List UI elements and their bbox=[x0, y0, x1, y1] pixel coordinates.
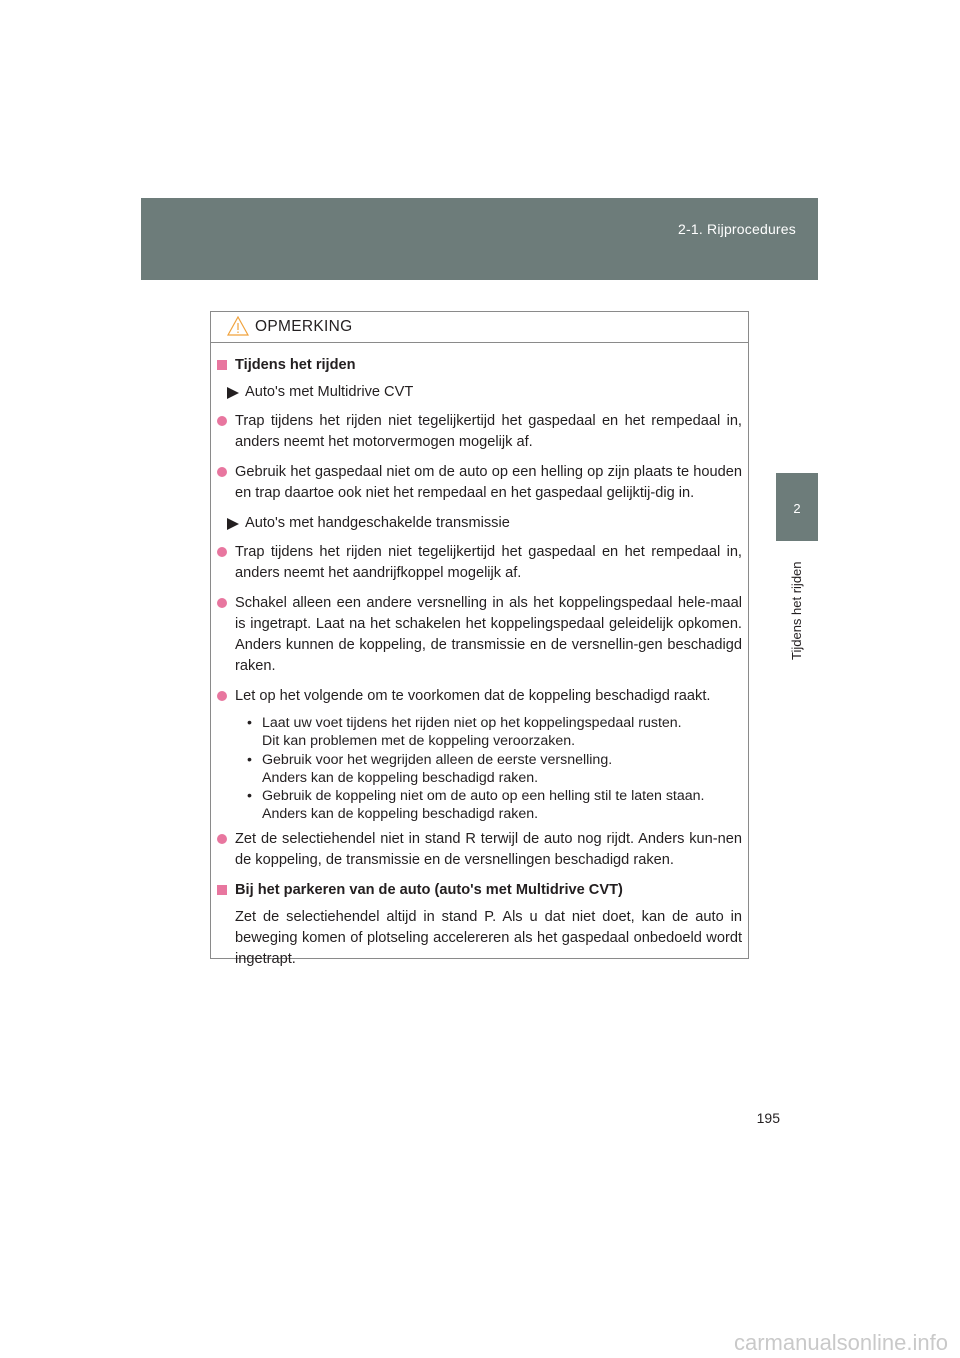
list-item bbox=[217, 462, 742, 504]
sub-bullet bbox=[217, 714, 742, 751]
subheading bbox=[217, 382, 742, 403]
paragraph: Zet de selectiehendel altijd in stand P. Als u dat niet doet, kan de auto in beweging komen of plotseling accelereren als het gaspedaal onbedoeld wordt ingetrapt. bbox=[235, 908, 742, 967]
circle-bullet-icon bbox=[217, 416, 227, 426]
sub-bullet-text: Gebruik voor het wegrijden alleen de eerste versnelling. bbox=[262, 751, 613, 768]
chapter-tab bbox=[776, 473, 818, 541]
list-item bbox=[217, 829, 742, 871]
chapter-number: 2 bbox=[793, 501, 801, 516]
header-band bbox=[141, 198, 818, 280]
list-item-text: Zet de selectiehendel niet in stand R terwijl de auto nog rijdt. Anders kun-nen de koppeling, de transmissie en de versnellingen beschadigd raken. bbox=[235, 830, 742, 868]
section-title: 2-1. Rijprocedures bbox=[678, 221, 796, 237]
list-item-text: Gebruik het gaspedaal niet om de auto op een helling op zijn plaats te houden en trap daartoe ook niet het rempedaal en het gaspedaal gelijktij-dig in. bbox=[235, 464, 742, 501]
notice-title: OPMERKING bbox=[255, 318, 353, 335]
list-item bbox=[217, 542, 742, 584]
circle-bullet-icon bbox=[217, 691, 227, 701]
notice-box bbox=[210, 311, 749, 967]
circle-bullet-icon bbox=[217, 598, 227, 608]
warning-triangle-icon bbox=[227, 316, 249, 336]
notice-header bbox=[211, 312, 748, 343]
list-item-text: Trap tijdens het rijden niet tegelijkertijd het gaspedaal en het rempedaal in, anders neemt het aandrijfkoppel mogelijk af. bbox=[235, 544, 742, 581]
list-item bbox=[217, 411, 742, 453]
sub-bullet-text: Gebruik de koppeling niet om de auto op een helling stil te laten staan. bbox=[262, 788, 705, 805]
sub-bullet-note: Dit kan problemen met de koppeling veroorzaken. bbox=[262, 733, 576, 750]
list-item-text: Trap tijdens het rijden niet tegelijkertijd het gaspedaal en het rempedaal in, anders neemt het motorvermogen mogelijk af. bbox=[235, 413, 742, 450]
sub-bullet-list bbox=[217, 714, 742, 824]
section-heading-text: Bij het parkeren van de auto (auto's met Multidrive CVT) bbox=[235, 881, 623, 898]
list-item-text: Let op het volgende om te voorkomen dat de koppeling beschadigd raakt. bbox=[235, 688, 711, 704]
triangle-pointer-icon bbox=[227, 518, 239, 530]
list-item bbox=[217, 593, 742, 677]
circle-bullet-icon bbox=[217, 467, 227, 477]
section-heading bbox=[217, 355, 742, 376]
circle-bullet-icon bbox=[217, 834, 227, 844]
sub-bullet-text: Laat uw voet tijdens het rijden niet op het koppelingspedaal rusten. bbox=[262, 715, 682, 731]
bullet-dot: • bbox=[247, 788, 252, 805]
section-heading-text: Tijdens het rijden bbox=[235, 357, 356, 373]
square-bullet-icon bbox=[217, 885, 227, 895]
list-item-text: Schakel alleen een andere versnelling in als het koppelingspedaal hele-maal is ingetrapt. Laat na het schakelen het koppelingspedaal geleidelijk opkomen. Anders kunnen de koppeling, de transmissie en de versnellin-gen beschadigd raken. bbox=[235, 595, 742, 674]
list-item bbox=[217, 686, 742, 707]
page-number: 195 bbox=[756, 1110, 780, 1126]
bullet-dot: • bbox=[247, 715, 252, 731]
sub-bullet bbox=[217, 751, 742, 788]
watermark: carmanualsonline.info bbox=[733, 1330, 948, 1355]
sub-bullet bbox=[217, 787, 742, 824]
section-heading bbox=[217, 880, 742, 901]
triangle-pointer-icon bbox=[227, 387, 239, 399]
sub-bullet-note: Anders kan de koppeling beschadigd raken. bbox=[262, 769, 539, 786]
notice-body bbox=[211, 343, 748, 970]
subheading bbox=[217, 513, 742, 534]
circle-bullet-icon bbox=[217, 547, 227, 557]
subheading-text: Auto's met handgeschakelde transmissie bbox=[245, 515, 510, 531]
bullet-dot: • bbox=[247, 751, 252, 768]
square-bullet-icon bbox=[217, 360, 227, 370]
subheading-text: Auto's met Multidrive CVT bbox=[245, 384, 414, 400]
chapter-label-box bbox=[776, 548, 818, 668]
chapter-label: Tijdens het rijden bbox=[789, 561, 804, 660]
sub-bullet-note: Anders kan de koppeling beschadigd raken. bbox=[262, 806, 539, 823]
